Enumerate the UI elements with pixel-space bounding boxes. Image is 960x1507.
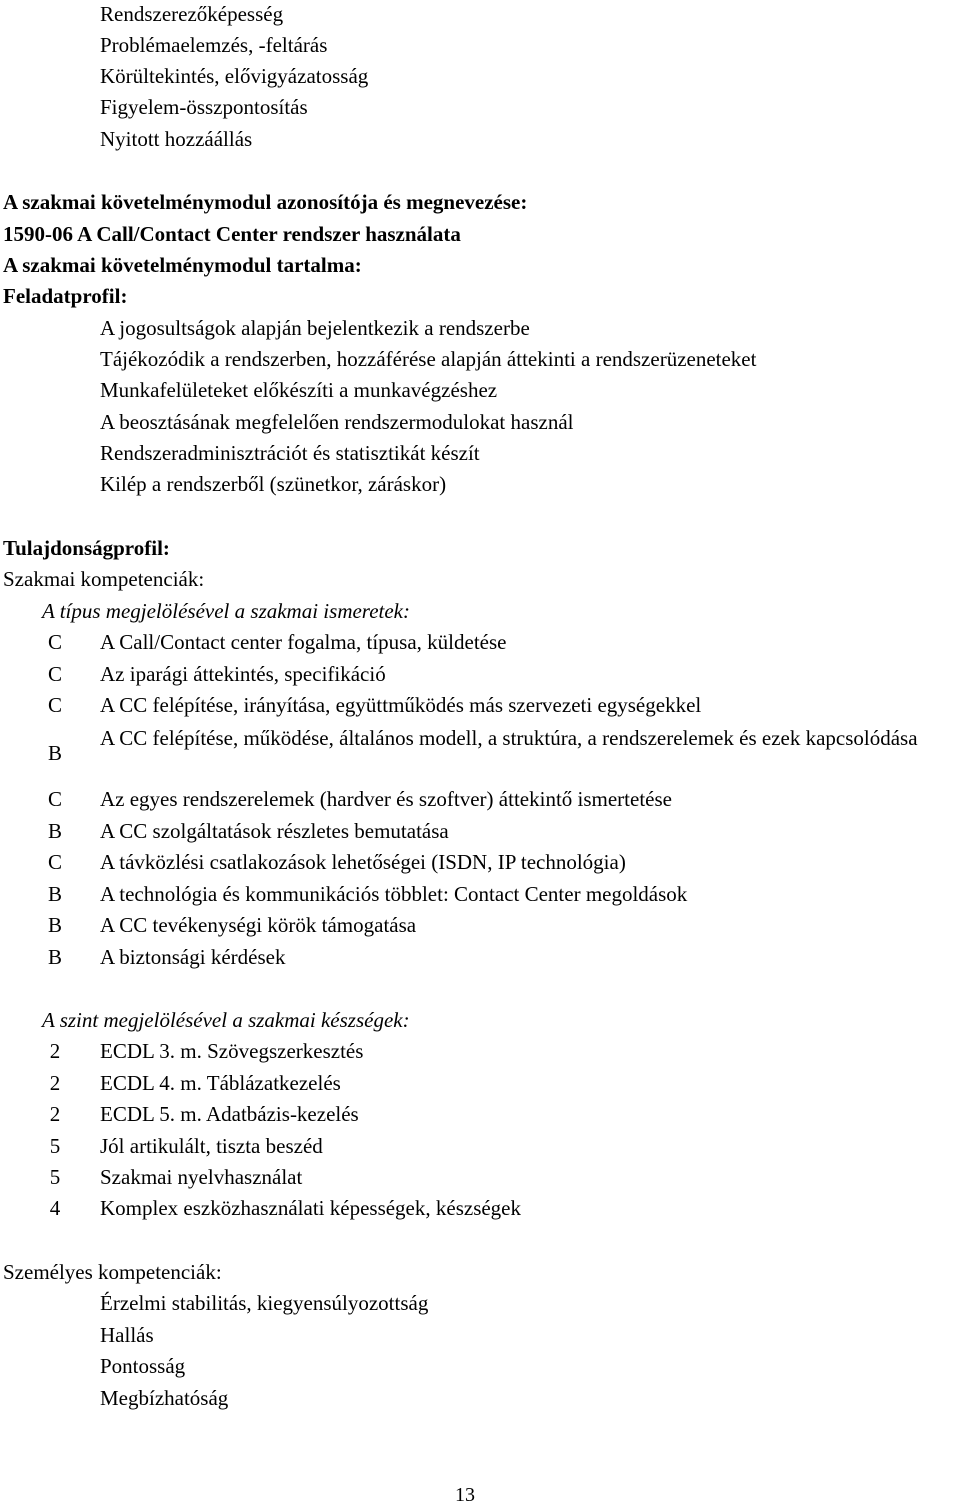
module-id-value: 1590-06 A Call/Contact Center rendszer használata — [3, 222, 461, 246]
task-item: A jogosultságok alapján bejelentkezik a rendszerbe — [100, 316, 530, 340]
task-item: Rendszeradminisztrációt és statisztikát készít — [100, 441, 480, 465]
personal-item: Érzelmi stabilitás, kiegyensúlyozottság — [100, 1291, 429, 1315]
task-item: Munkafelületeket előkészíti a munkavégzéshez — [100, 378, 498, 402]
task-item: A beosztásának megfelelően rendszermodulokat használ — [100, 410, 574, 434]
task-item: Kilép a rendszerből (szünetkor, záráskor) — [100, 472, 447, 496]
knowledge-text: A biztonsági kérdések — [100, 945, 286, 969]
skill-text: Komplex eszközhasználati képességek, készségek — [100, 1196, 522, 1220]
skills-label: A szint megjelölésével a szakmai készségek: — [42, 1008, 410, 1032]
skill-text: ECDL 4. m. Táblázatkezelés — [100, 1071, 341, 1095]
knowledge-text: A technológia és kommunikációs többlet: Contact Center megoldások — [100, 882, 688, 906]
task-profile-label: Feladatprofil: — [3, 284, 128, 308]
knowledge-text: Az iparági áttekintés, specifikáció — [100, 662, 386, 686]
knowledge-text: A távközlési csatlakozások lehetőségei (ISDN, IP technológia) — [100, 850, 626, 874]
skill-text: Szakmai nyelvhasználat — [100, 1165, 303, 1189]
knowledge-text: A CC felépítése, irányítása, együttműködés más szervezeti egységekkel — [100, 693, 702, 717]
knowledge-text: A CC tevékenységi körök támogatása — [100, 913, 417, 937]
task-item: Tájékozódik a rendszerben, hozzáférése alapján áttekinti a rendszerüzeneteket — [100, 347, 757, 371]
knowledge-text: A Call/Contact center fogalma, típusa, küldetése — [100, 630, 507, 654]
skill-text: ECDL 5. m. Adatbázis-kezelés — [100, 1102, 359, 1126]
page-number: 13 — [455, 1484, 475, 1506]
knowledge-text: A CC felépítése, működése, általános modell, a struktúra, a rendszerelemek és ezek kapcsolódása — [100, 726, 918, 750]
knowledge-text: A CC szolgáltatások részletes bemutatása — [100, 819, 449, 843]
property-profile-label: Tulajdonságprofil: — [3, 536, 170, 560]
top-item: Figyelem-összpontosítás — [100, 95, 308, 119]
skill-text: Jól artikulált, tiszta beszéd — [100, 1134, 323, 1158]
top-item: Körültekintés, elővigyázatosság — [100, 64, 369, 88]
knowledge-label: A típus megjelölésével a szakmai ismeretek: — [42, 599, 410, 623]
professional-competences-label: Szakmai kompetenciák: — [3, 567, 205, 591]
skill-text: ECDL 3. m. Szövegszerkesztés — [100, 1039, 364, 1063]
top-item: Nyitott hozzáállás — [100, 127, 253, 151]
personal-item: Pontosság — [100, 1354, 186, 1378]
personal-item: Megbízhatóság — [100, 1386, 229, 1410]
personal-competences-label: Személyes kompetenciák: — [3, 1260, 222, 1284]
personal-item: Hallás — [100, 1323, 154, 1347]
top-item: Problémaelemzés, -feltárás — [100, 33, 328, 57]
top-item: Rendszerezőképesség — [100, 2, 284, 26]
module-id-label: A szakmai követelménymodul azonosítója és megnevezése: — [3, 190, 528, 214]
module-content-label: A szakmai követelménymodul tartalma: — [3, 253, 362, 277]
knowledge-text: Az egyes rendszerelemek (hardver és szoftver) áttekintő ismertetése — [100, 787, 672, 811]
